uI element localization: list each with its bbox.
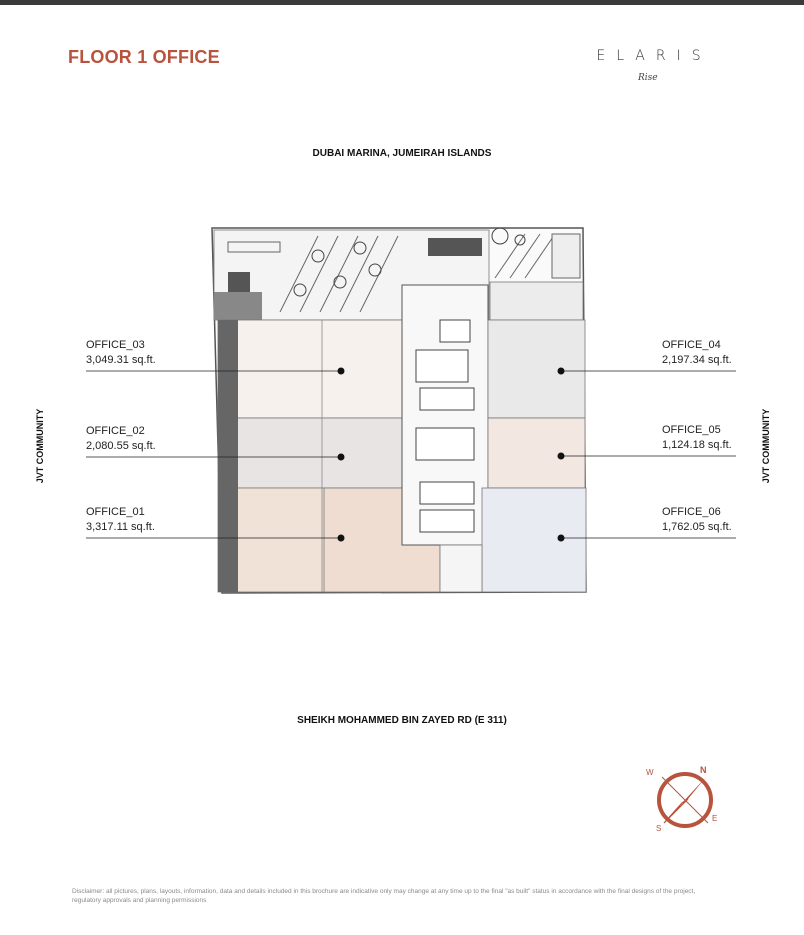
office-04-area bbox=[488, 320, 585, 418]
office-name: OFFICE_01 bbox=[86, 506, 145, 518]
lift-bank-3 bbox=[420, 510, 474, 532]
corner-block-left bbox=[214, 292, 262, 320]
office-name: OFFICE_02 bbox=[86, 425, 145, 437]
office-05-area bbox=[488, 418, 585, 488]
office-name: OFFICE_05 bbox=[662, 424, 721, 436]
office-area: 3,049.31 sq.ft. bbox=[86, 354, 156, 366]
top-right-stair bbox=[552, 234, 580, 278]
compass-e: E bbox=[712, 814, 718, 823]
office-label bbox=[662, 423, 732, 453]
left-facade-columns bbox=[218, 320, 238, 592]
terrace-bench bbox=[428, 238, 482, 256]
lift-bank-1 bbox=[420, 388, 474, 410]
office-label bbox=[86, 424, 156, 454]
logo-subscript: Rise bbox=[638, 73, 658, 83]
office-02-area bbox=[218, 418, 402, 488]
disclaimer-text: Disclaimer: all pictures, plans, layouts, information, data and details included in this brochure are indicative only may change at any time up to the final "as built" status in accordance with the final designs of the project, regulatory approvals and planning permissions bbox=[72, 888, 696, 904]
compass-w: W bbox=[646, 768, 654, 777]
compass-rose bbox=[640, 755, 730, 845]
office-03-area bbox=[218, 320, 402, 418]
lift-bank-2 bbox=[420, 482, 474, 504]
office-name: OFFICE_06 bbox=[662, 506, 721, 518]
office-06-area bbox=[482, 488, 586, 592]
page-title: FLOOR 1 OFFICE bbox=[68, 47, 220, 67]
south-direction-label: SHEIKH MOHAMMED BIN ZAYED RD (E 311) bbox=[297, 715, 507, 726]
office-label bbox=[662, 505, 732, 535]
stair-2 bbox=[416, 428, 474, 460]
office-label bbox=[86, 505, 155, 535]
office-area: 1,762.05 sq.ft. bbox=[662, 521, 732, 533]
office-area: 1,124.18 sq.ft. bbox=[662, 439, 732, 451]
office-label bbox=[86, 338, 156, 368]
core-washroom bbox=[440, 320, 470, 342]
office-name: OFFICE_03 bbox=[86, 339, 145, 351]
stair-1 bbox=[416, 350, 468, 382]
east-direction-label: JVT COMMUNITY bbox=[761, 408, 771, 484]
office-area: 2,197.34 sq.ft. bbox=[662, 354, 732, 366]
office-name: OFFICE_04 bbox=[662, 339, 721, 351]
top-right-room bbox=[490, 282, 583, 320]
west-direction-label: JVT COMMUNITY bbox=[35, 408, 45, 484]
bottom-service bbox=[440, 545, 482, 592]
compass-s: S bbox=[656, 824, 662, 833]
office-label bbox=[662, 338, 732, 368]
north-direction-label: DUBAI MARINA, JUMEIRAH ISLANDS bbox=[312, 148, 492, 159]
office-area: 3,317.11 sq.ft. bbox=[86, 521, 155, 533]
compass-n: N bbox=[700, 765, 707, 775]
office-area: 2,080.55 sq.ft. bbox=[86, 440, 156, 452]
compass-needle bbox=[682, 777, 706, 803]
terrace-stair bbox=[228, 272, 250, 294]
logo-wordmark: ELARIS bbox=[596, 48, 712, 64]
